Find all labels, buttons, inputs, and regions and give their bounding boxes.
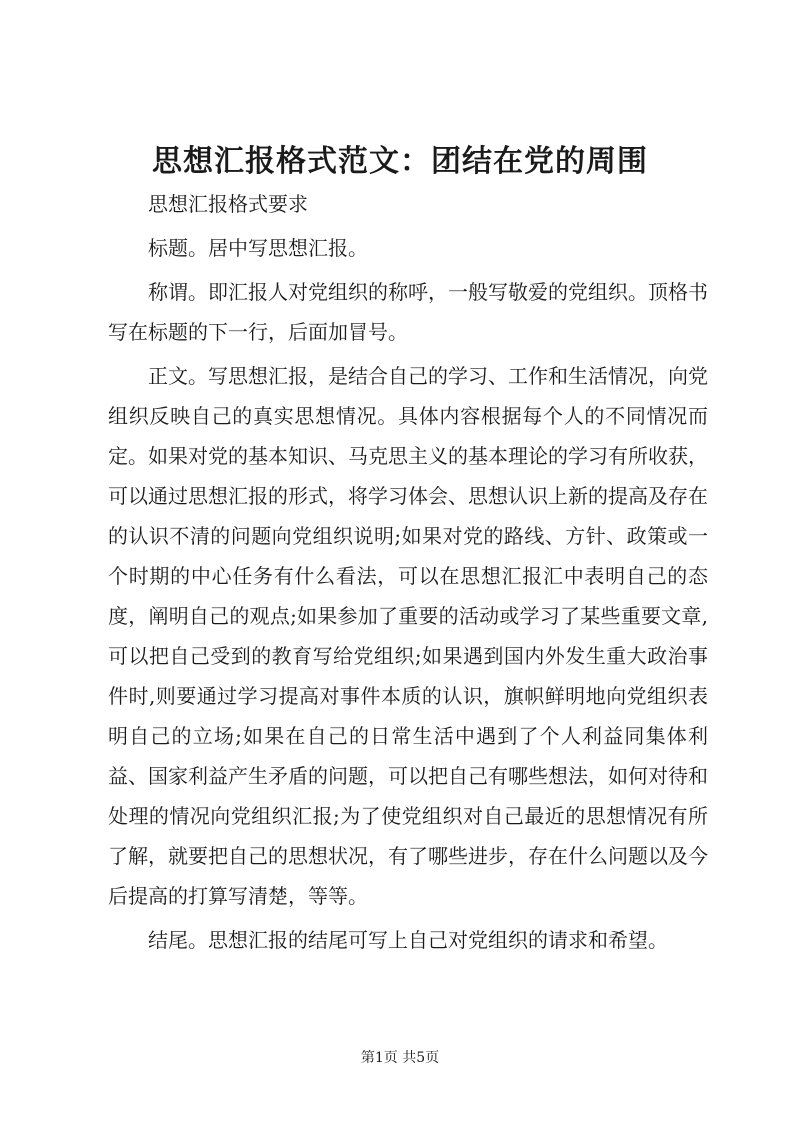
document-title: 思想汇报格式范文：团结在党的周围	[152, 144, 648, 179]
paragraph-format-requirements: 思想汇报格式要求	[148, 192, 308, 216]
paragraph-closing-rule: 结尾。思想汇报的结尾可写上自己对党组织的请求和希望。	[148, 928, 668, 952]
paragraph-salutation-rule: 称谓。即汇报人对党组织的称呼，一般写敬爱的党组织。顶格书写在标题的下一行，后面加冒号。	[108, 280, 708, 344]
document-body	[108, 184, 708, 964]
paragraph-title-rule: 标题。居中写思想汇报。	[148, 236, 368, 260]
page-number-footer: 第1页 共5页	[360, 1050, 440, 1066]
paragraph-body-rule: 正文。写思想汇报，是结合自己的学习、工作和生活情况，向党组织反映自己的真实思想情况。具体内容根据每个人的不同情况而定。如果对党的基本知识、马克思主义的基本理论的学习有所收获，可以通过思想汇报的形式，将学习体会、思想认识上新的提高及存在的认识不清的问题向党组织说明;如果对党的路线、方针、政策或一个时期的中心任务有什么看法，可以在思想汇报汇中表明自己的态度，阐明自己的观点;如果参加了重要的活动或学习了某些重要文章,可以把自己受到的教育写给党组织;如果遇到国内外发生重大政治事件时,则要通过学习提高对事件本质的认识，旗帜鲜明地向党组织表明自己的立场;如果在自己的日常生活中遇到了个人利益同集体利益、国家利益产生矛盾的问题，可以把自己有哪些想法，如何对待和处理的情况向党组织汇报;为了使党组织对自己最近的思想情况有所了解，就要把自己的思想状况，有了哪些进步，存在什么问题以及今后提高的打算写清楚，等等。	[108, 364, 708, 908]
